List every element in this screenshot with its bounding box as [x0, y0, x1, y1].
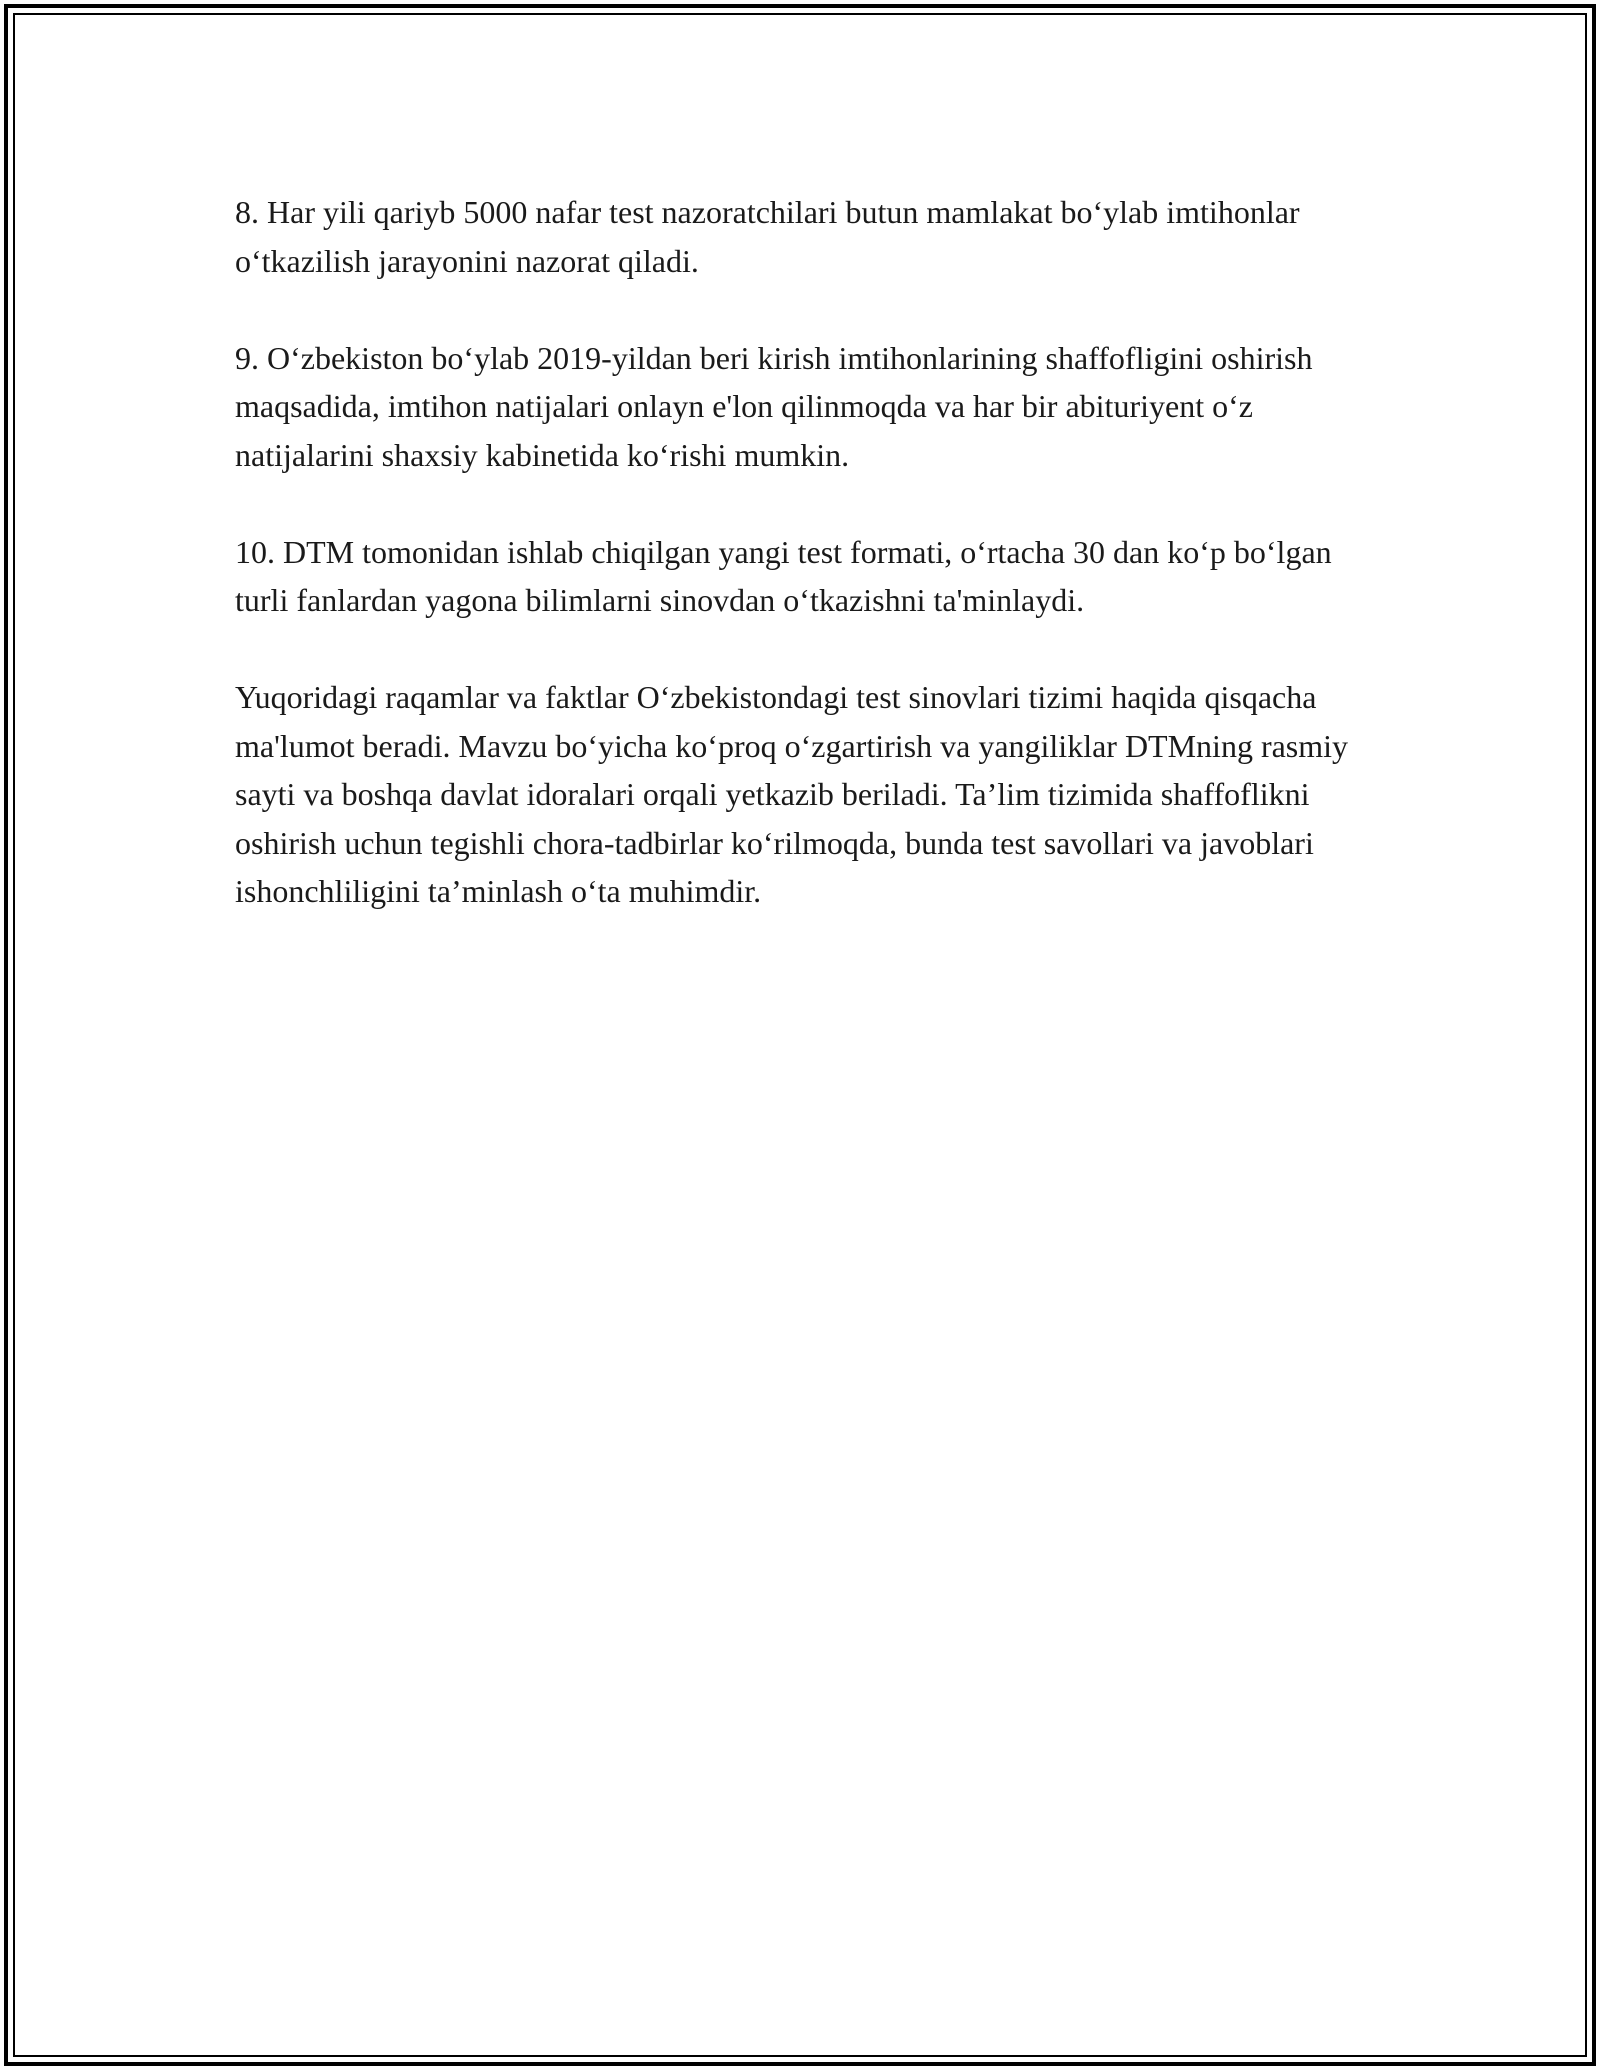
- paragraph-item-8: 8. Har yili qariyb 5000 nafar test nazoratchilari butun mamlakat bo‘ylab imtihonlar o‘tkazilish jarayonini nazorat qiladi.: [235, 194, 1300, 279]
- document-body: [235, 188, 1375, 964]
- paragraph-item-10: 10. DTM tomonidan ishlab chiqilgan yangi test formati, o‘rtacha 30 dan ko‘p bo‘lgan turli fanlardan yagona bilimlarni sinovdan o‘tkazishni ta'minlaydi.: [235, 533, 1332, 618]
- paragraph-conclusion: Yuqoridagi raqamlar va faktlar O‘zbekistondagi test sinovlari tizimi haqida qisqacha ma'lumot beradi. Mavzu bo‘yicha ko‘proq o‘zgartirish va yangiliklar DTMning rasmiy sayti va boshqa davlat idoralari orqali yetkazib beriladi. Ta’lim tizimida shaffoflikni oshirish uchun tegishli chora-tadbirlar ko‘rilmoqda, bunda test savollari va javoblari ishonchliligini ta’minlash o‘ta muhimdir.: [235, 679, 1349, 909]
- paragraph-item-9: 9. O‘zbekiston bo‘ylab 2019-yildan beri kirish imtihonlarining shaffofligini oshirish maqsadida, imtihon natijalari onlayn e'lon qilinmoqda va har bir abituriyent o‘z natijalarini shaxsiy kabinetida ko‘rishi mumkin.: [235, 339, 1313, 473]
